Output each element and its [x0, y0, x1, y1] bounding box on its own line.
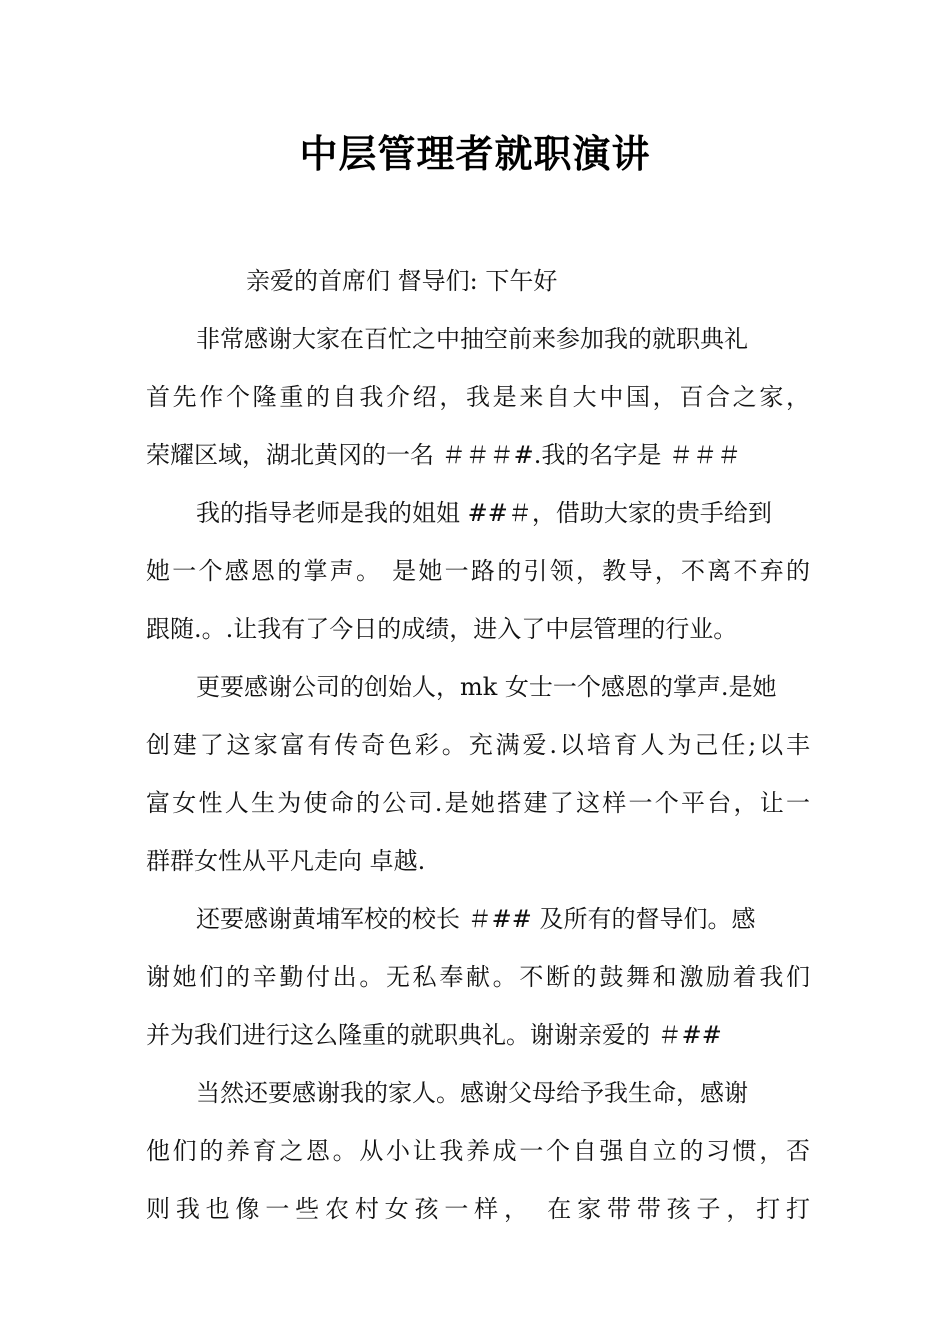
paragraph-line: 创建了这家富有传奇色彩。充满爱.以培育人为己任;以丰	[146, 731, 810, 759]
paragraph-line: 我的指导老师是我的姐姐 ##＃，借助大家的贵手给到	[196, 499, 772, 527]
paragraph-line: 非常感谢大家在百忙之中抽空前来参加我的就职典礼	[196, 325, 748, 353]
document-title: 中层管理者就职演讲	[299, 131, 651, 176]
paragraph-line: 富女性人生为使命的公司.是她搭建了这样一个平台，让一	[146, 789, 810, 817]
paragraph-line: 她一个感恩的掌声。 是她一路的引领，教导，不离不弃的	[146, 557, 810, 585]
paragraph-line: 谢她们的辛勤付出。无私奉献。不断的鼓舞和激励着我们	[146, 963, 810, 991]
document-body	[146, 310, 810, 1238]
paragraph-line: 更要感谢公司的创始人，mk 女士一个感恩的掌声.是她	[196, 673, 777, 701]
paragraph-line: 还要感谢黄埔军校的校长 ＃## 及所有的督导们。感	[196, 905, 756, 933]
paragraph-line: 群群女性从平凡走向 卓越.	[146, 847, 426, 875]
paragraph-line: 首先作个隆重的自我介绍，我是来自大中国，百合之家，	[146, 383, 810, 411]
greeting-line: 亲爱的首席们 督导们: 下午好	[246, 267, 558, 295]
paragraph-line: 则我也像一些农村女孩一样， 在家带带孩子，打打	[146, 1195, 810, 1223]
paragraph-line: 跟随.。.让我有了今日的成绩，进入了中层管理的行业。	[146, 615, 738, 643]
paragraph-line: 当然还要感谢我的家人。感谢父母给予我生命，感谢	[196, 1079, 748, 1107]
paragraph-line: 他们的养育之恩。从小让我养成一个自强自立的习惯，否	[146, 1137, 810, 1165]
paragraph-line: 并为我们进行这么隆重的就职典礼。谢谢亲爱的 ＃##	[146, 1021, 722, 1049]
paragraph-line: 荣耀区域，湖北黄冈的一名 ＃＃＃#.我的名字是 ＃＃＃	[146, 441, 741, 469]
